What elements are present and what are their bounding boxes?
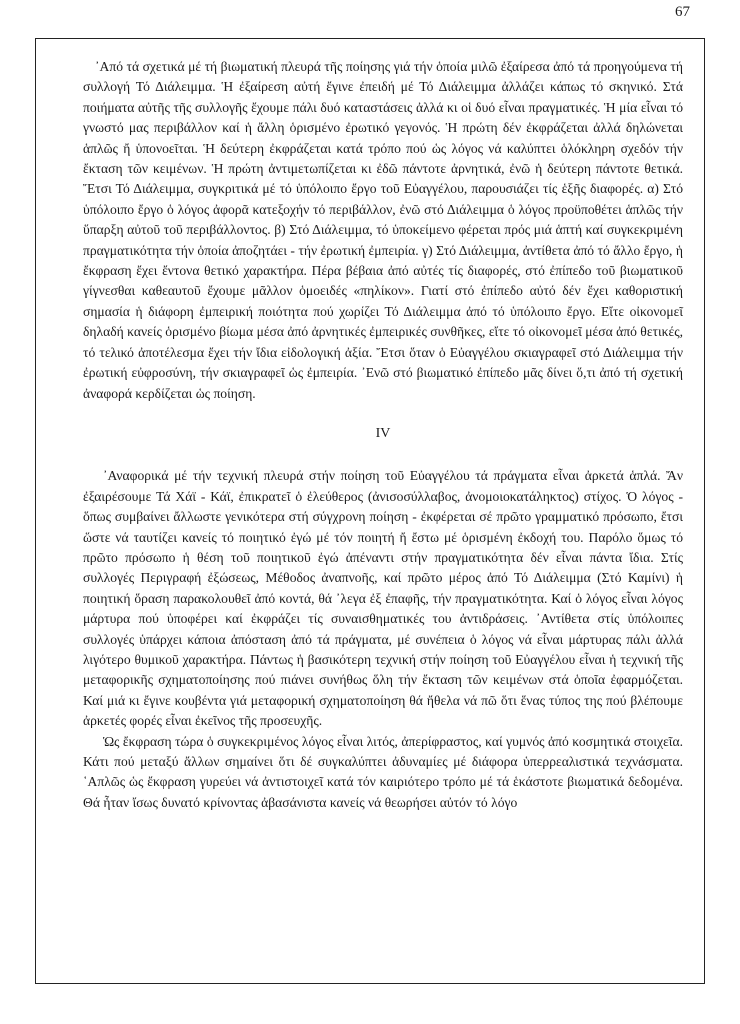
body-paragraph: ᾿Από τά σχετικά μέ τή βιωματική πλευρά τῆς ποίησης γιά τήν ὁποία μιλῶ ἐξαίρεσα ἀπό τά προηγούμενα τή συλλογή Τό Διάλειμμα. Ἡ ἐξαίρεση αὐτή ἔγινε ἐπειδή μέ Τό Διάλειμμα ἀλλάζει κάπως τό σκηνικό. Στά ποιήματα αὐτῆς τῆς συλλογῆς ἔχουμε πάλι δυό καταστάσεις ἀλλά κι οἱ δυό εἶναι πραγματικές. Ἡ μία εἶναι τό γνωστό μας περιβάλλον καί ἡ ἄλλη ὁρισμένο ἐρωτικό γεγονός. Ἡ πρώτη δέν ἐκφράζεται ἀλλά δηλώνεται ἁπλῶς ἤ ὑπονοεῖται. Ἡ δεύτερη ἐκφράζεται κατά τρόπο πού ὡς λόγος νά καλύπτει ὁλόκληρη σχεδόν τήν ἔκταση τῶν κειμένων. Ἡ πρώτη ἀντιμετωπίζεται κι ἐδῶ πάντοτε ἀρνητικά, ἐνῶ ἡ δεύτερη πάντοτε θετικά. Ἔτσι Τό Διάλειμμα, συγκριτικά μέ τό ὑπόλοιπο ἔργο τοῦ Εὐαγγέλου, παρουσιάζει τίς ἑξῆς διαφορές. α) Στό ὑπόλοιπο ἔργο ὁ λόγος ἀφορᾶ κατεξοχήν τό περιβάλλον, ἐνῶ στό Διάλειμμα ὁ λόγος προϋποθέτει ἁπλῶς τήν ὕπαρξη αὐτοῦ τοῦ περιβάλλοντος. β) Στό Διάλειμμα, τό ὑποκείμενο φέρεται πρός μιά ἁπτή καί συγκεκριμένη πραγματικότητα τήν ὁποία ἀποζητάει - τήν ἐρωτική ἐμπειρία. γ) Στό Διάλειμμα, ἀντίθετα ἀπό τό ἄλλο ἔργο, ἡ ἔκφραση ἔχει ἔντονα θετικό χαρακτήρα. Πέρα βέβαια ἀπό αὐτές τίς διαφορές, στό ἐπίπεδο τοῦ βιωματικοῦ γίγνεσθαι καθεαυτοῦ ἔχουμε μᾶλλον ὁμοειδές «πηλίκον». Γιατί στό ἐπίπεδο αὐτό δέν ἔχει καθοριστική σημασία ἡ διάφορη ἐμπειρική ποιότητα πού χωρίζει Τό Διάλειμμα ἀπό τό ὑπόλοιπο ἔργο. Εἴτε οἰκονομεῖ δηλαδή κανείς ὁρισμένο βίωμα μέσα ἀπό ἀρνητικές ἐμπειρικές συνθῆκες, εἴτε τό οἰκονομεῖ μέσα ἀπό θετικές, τό τελικό ἀποτέλεσμα ἔχει τήν ἴδια εἰδολογική ἀξία. Ἔτσι ὅταν ὁ Εὐαγγέλου σκιαγραφεῖ στό Διάλειμμα τήν ἐρωτική εὐφροσύνη, τήν σκιαγραφεῖ ὡς ἐμπειρία. ᾿Ενῶ στό βιωματικό ἐπίπεδο μᾶς δίνει ὅ,τι ἀπό τή σχετική ἀναφορά κερδίζεται ὡς ποίηση. — [83, 59, 683, 401]
text-frame — [35, 38, 705, 984]
section-heading: IV — [375, 425, 391, 441]
page-body — [83, 57, 683, 813]
body-paragraph: ᾿Αναφορικά μέ τήν τεχνική πλευρά στήν ποίηση τοῦ Εὐαγγέλου τά πράγματα εἶναι ἀρκετά ἁπλά. Ἄν ἐξαιρέσουμε Τά Χάϊ - Κάϊ, ἐπικρατεῖ ὁ ἐλεύθερος (ἀνισοσύλλαβος, ἀνομοιοκατάληκτος) στίχος. Ὁ λόγος - ὅπως συμβαίνει ἄλλωστε γενικότερα στή σύγχρονη ποίηση - ἐκφέρεται σέ πρῶτο γραμματικό πρόσωπο, ἔτσι ὥστε νά ταυτίζει κανείς τό ποιητικό ἐγώ μέ τόν ποιητή ἤ ἔστω μέ ὁρισμένη ἐκδοχή του. Παρόλο ὅμως τό πρῶτο πρόσωπο ἡ θέση τοῦ ποιητικοῦ ἐγώ ἀπέναντι στήν πραγματικότητα δέν εἶναι πάντα ἴδια. Στίς συλλογές Περιγραφή ἐξώσεως, Μέθοδος ἀναπνοῆς, καί πρῶτο μέρος ἀπό Τό Διάλειμμα (Στό Καμίνι) ἡ ποιητική ὅραση παρακολουθεῖ ἀπό κοντά, θά ᾿λεγα ἐξ ἐπαφῆς, τήν πραγματικότητα. Καί ὁ λόγος εἶναι λόγος μάρτυρα πού ὑποφέρει καί ἐκφράζει τίς συναισθηματικές του ἀντιδράσεις. ᾿Αντίθετα στίς ὑπόλοιπες συλλογές ὑπάρχει κάποια ἀπόσταση ἀπό τά πράγματα, μέ συνέπεια ὁ λόγος νά εἶναι μάρτυρας πάλι ἀλλά λιγότερο θυμικοῦ χαρακτήρα. Πάντως ἡ βασικότερη τεχνική στήν ποίηση τοῦ Εὐαγγέλου εἶναι ἡ τεχνική τῆς μεταφορικῆς σχηματοποίησης πού πιάνει συνήθως ὅλη τήν ἔκταση τῶν κειμένων στά ὁποῖα ἐφαρμόζεται. Καί μιά κι ἔγινε κουβέντα γιά μεταφορική σχηματοποίηση θά ἤθελα νά πῶ ὅτι ἕνας τύπος της πού βλέπουμε ἀρκετές φορές εἶναι ἐκεῖνος τῆς προσευχῆς. — [83, 468, 683, 729]
page-number: 67 — [675, 4, 690, 20]
body-paragraph: Ὡς ἔκφραση τώρα ὁ συγκεκριμένος λόγος εἶναι λιτός, ἀπερίφραστος, καί γυμνός ἀπό κοσμητικά στοιχεῖα. Κάτι πού μεταξύ ἄλλων σημαίνει ὅτι δέ συγκαλύπτει ἀδυναμίες μέ διάφορα ὑπερρεαλιστικά τεχνάσματα. ῾Απλῶς ὡς ἔκφραση γυρεύει νά ἀντιστοιχεῖ κατά τόν καιριότερο τρόπο μέ τά ἑκάστοτε βιωματικά δεδομένα. Θά ἦταν ἴσως δυνατό κρίνοντας ἀβασάνιστα κανείς νά θεωρήσει αὐτόν τό λόγο — [83, 733, 683, 810]
